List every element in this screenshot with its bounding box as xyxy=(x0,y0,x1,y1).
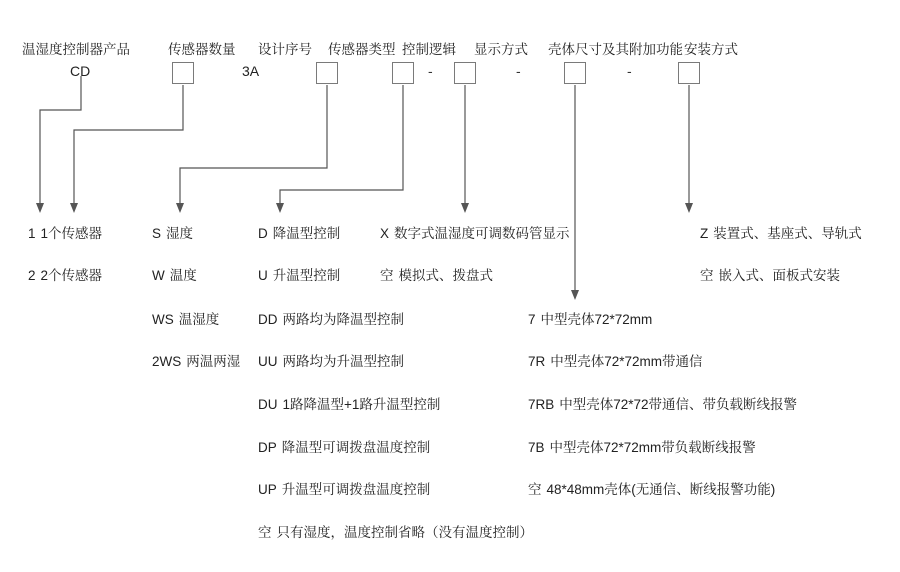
option-key: X xyxy=(380,226,390,241)
option-control-logic-u xyxy=(258,264,340,284)
option-sensor-type-ws xyxy=(152,308,219,328)
header-housing: 壳体尺寸及其附加功能 xyxy=(548,42,683,57)
option-key: DU xyxy=(258,397,278,412)
option-key: DP xyxy=(258,440,277,455)
option-control-logic-d xyxy=(258,222,340,242)
option-sensor-type-w xyxy=(152,264,197,284)
option-key: 7RB xyxy=(528,397,555,412)
header-control-logic: 控制逻辑 xyxy=(402,42,456,57)
option-key: 7R xyxy=(528,354,546,369)
mounting-box[interactable] xyxy=(678,62,700,84)
option-housing-7r xyxy=(528,350,703,370)
option-housing-none xyxy=(528,478,775,498)
option-text: 温湿度 xyxy=(178,312,220,327)
option-key: U xyxy=(258,268,268,283)
option-key: W xyxy=(152,268,165,283)
header-sensor-type: 传感器类型 xyxy=(328,42,396,57)
option-text: 只有湿度，温度控制省略（没有温度控制） xyxy=(276,525,533,540)
option-text: 中型壳体72*72mm xyxy=(540,312,653,327)
option-text: 湿度 xyxy=(166,226,194,241)
housing-box[interactable] xyxy=(564,62,586,84)
option-key: UU xyxy=(258,354,278,369)
control-logic-box[interactable] xyxy=(392,62,414,84)
option-display-none xyxy=(380,264,493,284)
option-key: UP xyxy=(258,482,277,497)
option-mounting-none xyxy=(700,264,840,284)
option-text: 1路降温型+1路升温型控制 xyxy=(282,397,441,412)
option-key: 7B xyxy=(528,440,545,455)
sensor-count-box[interactable] xyxy=(172,62,194,84)
option-text: 2个传感器 xyxy=(40,268,103,283)
option-text: 两路均为升温型控制 xyxy=(282,354,404,369)
option-text: 装置式、基座式、导轨式 xyxy=(713,226,862,241)
option-housing-7b xyxy=(528,436,756,456)
option-key: 1 xyxy=(28,226,36,241)
code-design-serial-3a: 3A xyxy=(242,63,260,79)
option-key: D xyxy=(258,226,268,241)
option-text: 中型壳体72*72mm带通信 xyxy=(550,354,703,369)
option-key: 7 xyxy=(528,312,536,327)
option-key: 空 xyxy=(528,482,542,497)
option-text: 中型壳体72*72mm带负载断线报警 xyxy=(549,440,756,455)
option-control-logic-up xyxy=(258,478,430,498)
option-text: 48*48mm壳体(无通信、断线报警功能) xyxy=(546,482,776,497)
option-key: 空 xyxy=(258,525,272,540)
option-key: DD xyxy=(258,312,278,327)
option-sensor-count-2 xyxy=(28,264,102,284)
option-text: 数字式温湿度可调数码管显示 xyxy=(394,226,570,241)
header-design-serial: 设计序号 xyxy=(258,42,312,57)
option-key: WS xyxy=(152,312,174,327)
option-sensor-type-2ws xyxy=(152,350,240,370)
option-control-logic-dd xyxy=(258,308,404,328)
option-key: 空 xyxy=(700,268,714,283)
separator-dash-3: - xyxy=(627,63,632,79)
option-control-logic-none xyxy=(258,521,533,541)
header-mounting: 安装方式 xyxy=(684,42,738,57)
option-sensor-type-s xyxy=(152,222,193,242)
option-key: 2 xyxy=(28,268,36,283)
option-mounting-z xyxy=(700,222,862,242)
separator-dash-1: - xyxy=(428,63,433,79)
option-text: 降温型控制 xyxy=(272,226,341,241)
option-housing-7 xyxy=(528,308,652,328)
option-text: 降温型可调拨盘温度控制 xyxy=(281,440,431,455)
option-housing-7rb xyxy=(528,393,797,413)
header-product: 温湿度控制器产品 xyxy=(22,42,130,57)
option-text: 两温两湿 xyxy=(186,354,241,369)
option-text: 中型壳体72*72带通信、带负载断线报警 xyxy=(559,397,798,412)
display-mode-box[interactable] xyxy=(454,62,476,84)
option-text: 嵌入式、面板式安装 xyxy=(718,268,840,283)
option-display-x xyxy=(380,222,570,242)
code-product-cd: CD xyxy=(70,63,91,79)
option-text: 升温型可调拨盘温度控制 xyxy=(281,482,431,497)
option-control-logic-dp xyxy=(258,436,430,456)
option-control-logic-uu xyxy=(258,350,404,370)
option-text: 升温型控制 xyxy=(272,268,341,283)
option-key: 2WS xyxy=(152,354,182,369)
option-control-logic-du xyxy=(258,393,440,413)
option-key: Z xyxy=(700,226,709,241)
option-text: 温度 xyxy=(169,268,197,283)
header-sensor-count: 传感器数量 xyxy=(168,42,236,57)
option-text: 模拟式、拨盘式 xyxy=(398,268,493,283)
option-text: 两路均为降温型控制 xyxy=(282,312,404,327)
option-sensor-count-1 xyxy=(28,222,102,242)
option-key: 空 xyxy=(380,268,394,283)
option-key: S xyxy=(152,226,162,241)
separator-dash-2: - xyxy=(516,63,521,79)
sensor-type-box[interactable] xyxy=(316,62,338,84)
header-display-mode: 显示方式 xyxy=(474,42,528,57)
option-text: 1个传感器 xyxy=(40,226,103,241)
